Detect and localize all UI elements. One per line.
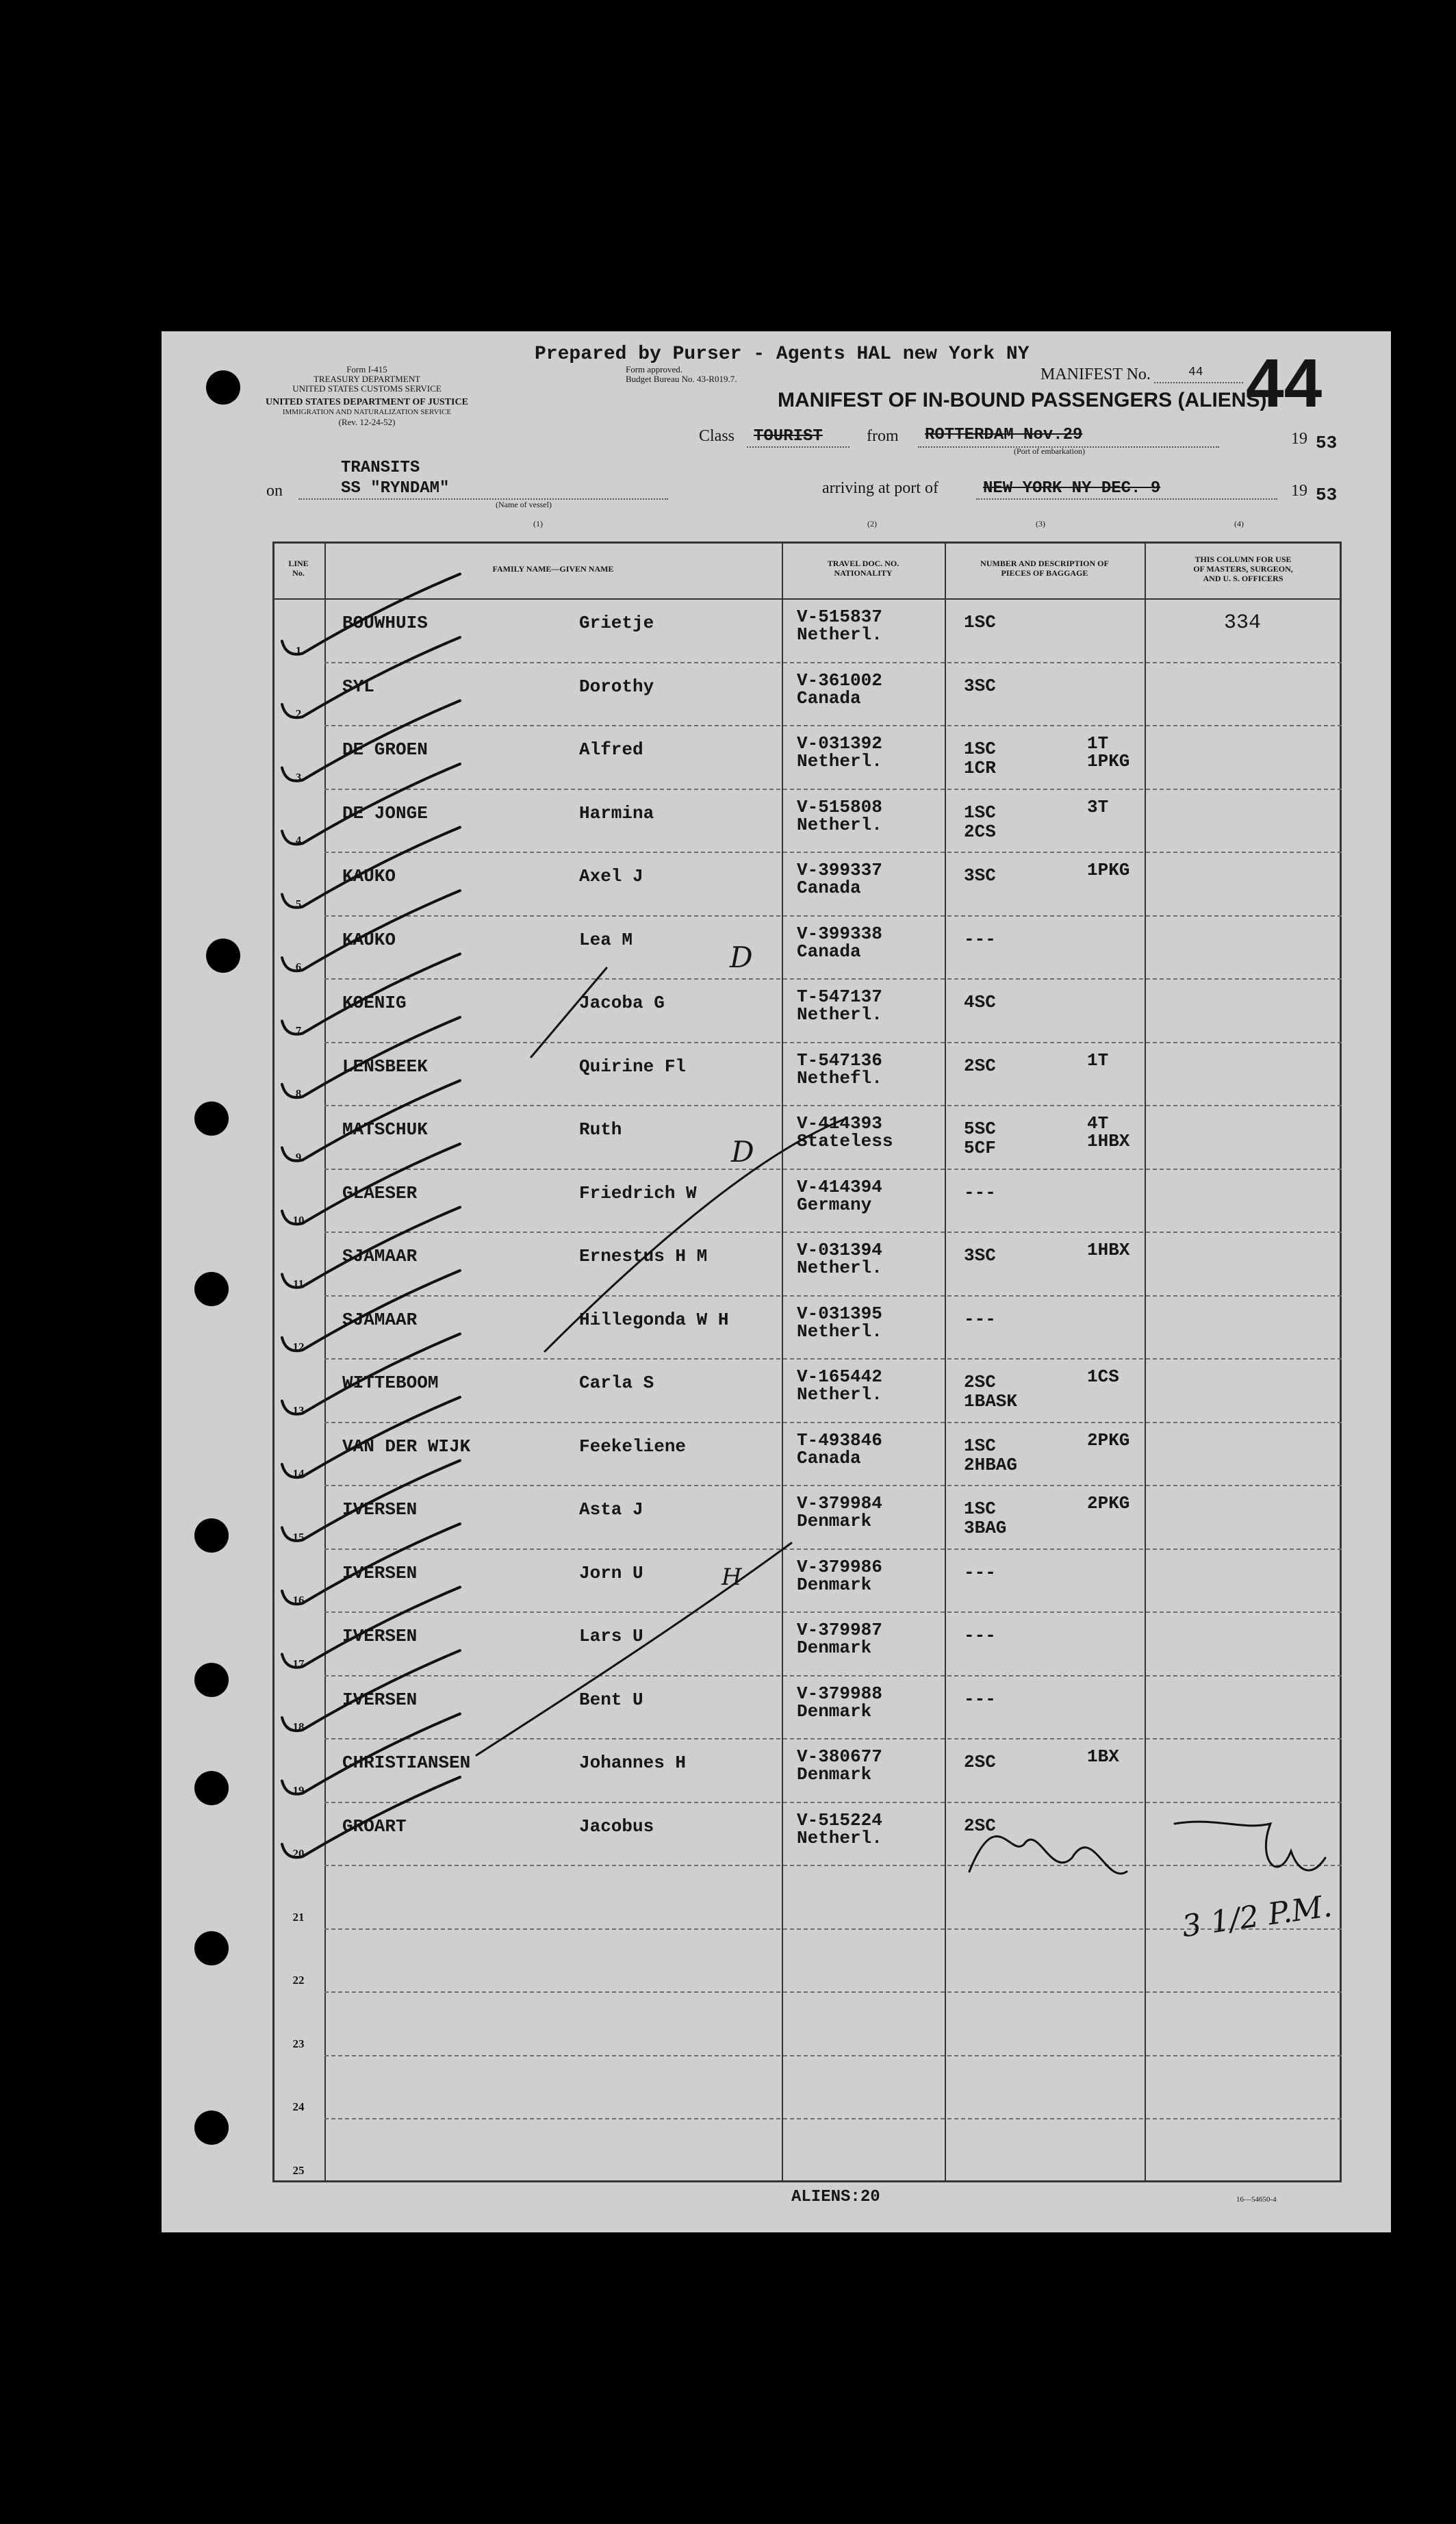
family-name: WITTEBOOM <box>342 1373 439 1393</box>
travel-doc-number: T-547136 <box>797 1049 882 1071</box>
line-number: 7 <box>295 1023 302 1037</box>
handwritten-time: 3 1/2 P.M. <box>1179 1888 1334 1945</box>
baggage-secondary: 1CS <box>1087 1366 1119 1387</box>
given-name: Ruth <box>579 1119 622 1140</box>
travel-doc-number: T-493846 <box>797 1429 882 1451</box>
baggage-secondary: 1PKG <box>1087 860 1130 880</box>
line-number: 2 <box>295 707 302 720</box>
nationality: Netherl. <box>797 1004 882 1025</box>
travel-doc-number: V-379984 <box>797 1493 882 1514</box>
family-name: CHRISTIANSEN <box>342 1752 471 1773</box>
nationality: Netherl. <box>797 1827 882 1848</box>
line-number: 5 <box>295 897 302 910</box>
handwritten-marks <box>162 331 1391 2232</box>
baggage-primary: 3SC <box>964 675 996 696</box>
handwritten-d: D <box>731 1135 754 1169</box>
family-name: VAN DER WIJK <box>342 1436 471 1457</box>
given-name: Jacoba G <box>579 993 665 1013</box>
line-number: 8 <box>295 1087 302 1100</box>
baggage-primary: 1SC <box>964 1499 996 1519</box>
nationality: Denmark <box>797 1574 872 1595</box>
baggage-primary: --- <box>964 1308 996 1329</box>
travel-doc-number: V-515808 <box>797 796 882 817</box>
travel-doc-number: T-547137 <box>797 986 882 1007</box>
baggage-primary-extra: 2HBAG <box>964 1454 1018 1475</box>
manifest-no-label: MANIFEST No. <box>1040 366 1151 383</box>
line-number: 3 <box>295 770 302 784</box>
baggage-primary-extra: 5CF <box>964 1138 996 1158</box>
baggage-primary: --- <box>964 1182 996 1203</box>
baggage-secondary: 2PKG <box>1087 1493 1130 1514</box>
travel-doc-number: V-165442 <box>797 1366 882 1387</box>
given-name: Jorn U <box>579 1562 643 1583</box>
family-name: MATSCHUK <box>342 1119 428 1140</box>
line-number: 20 <box>292 1847 305 1860</box>
baggage-primary: 2SC <box>964 1815 996 1836</box>
baggage-primary: 2SC <box>964 1055 996 1076</box>
baggage-primary-extra: 1BASK <box>964 1391 1018 1412</box>
given-name: Asta J <box>579 1499 643 1520</box>
given-name: Alfred <box>579 739 643 760</box>
port-embarkation-caption: (Port of embarkation) <box>1014 446 1085 456</box>
family-name: GLAESER <box>342 1182 418 1203</box>
nationality: Netherl. <box>797 1258 882 1278</box>
baggage-primary: 3SC <box>964 865 996 886</box>
travel-doc-number: V-515837 <box>797 607 882 627</box>
dept-immigration: IMMIGRATION AND NATURALIZATION SERVICE <box>282 408 452 416</box>
family-name: IVERSEN <box>342 1562 418 1583</box>
travel-doc-number: V-380677 <box>797 1746 882 1767</box>
baggage-primary: 2SC <box>964 1372 996 1392</box>
preparer-line: Prepared by Purser - Agents HAL new York NY <box>535 344 1030 365</box>
class-value: TOURIST <box>754 427 823 446</box>
line-number: 21 <box>292 1910 305 1924</box>
given-name: Feekeliene <box>579 1436 687 1457</box>
aliens-total: ALIENS:20 <box>791 2188 880 2206</box>
handwritten-d: D <box>730 941 753 974</box>
line-number: 22 <box>292 1974 305 1987</box>
year-prefix: 19 <box>1291 430 1307 448</box>
line-number: 23 <box>292 2037 305 2050</box>
family-name: BOUWHUIS <box>342 613 428 633</box>
from-label: from <box>867 427 899 445</box>
nationality: Germany <box>797 1194 872 1215</box>
given-name: Harmina <box>579 802 654 824</box>
vessel-line1: TRANSITS <box>341 459 420 477</box>
header-family-name: FAMILY NAME—GIVEN NAME <box>492 564 614 574</box>
year2-value: 53 <box>1316 485 1338 505</box>
baggage-secondary-extra: 1PKG <box>1087 751 1130 772</box>
given-name: Friedrich W <box>579 1182 697 1203</box>
family-name: SYL <box>342 676 374 697</box>
baggage-primary: 1SC <box>964 739 996 759</box>
signature-scribble <box>1175 1822 1325 1870</box>
line-number: 6 <box>295 960 302 973</box>
manifest-title: MANIFEST OF IN-BOUND PASSENGERS (ALIENS) <box>778 389 1267 411</box>
line-number: 25 <box>292 2163 305 2177</box>
travel-doc-number: V-399338 <box>797 923 882 944</box>
nationality: Netherl. <box>797 814 882 835</box>
given-name: Lea M <box>579 929 633 950</box>
nationality: Denmark <box>797 1764 872 1785</box>
baggage-primary: --- <box>964 1561 996 1583</box>
baggage-secondary: 3T <box>1087 796 1109 817</box>
family-name: KAUKO <box>342 866 396 887</box>
travel-doc-number: V-379986 <box>797 1556 882 1577</box>
baggage-secondary: 1T <box>1087 733 1109 754</box>
baggage-primary-extra: 1CR <box>964 758 996 778</box>
given-name: Dorothy <box>579 676 654 697</box>
line-number: 12 <box>292 1340 305 1353</box>
long-strike <box>545 1119 846 1351</box>
family-name: DE GROEN <box>342 739 428 760</box>
baggage-secondary: 4T <box>1087 1113 1109 1134</box>
travel-doc-number: V-379988 <box>797 1683 882 1704</box>
given-name: Bent U <box>579 1689 643 1710</box>
nationality: Nethefl. <box>797 1067 882 1088</box>
baggage-primary: 2SC <box>964 1752 996 1772</box>
line-number: 15 <box>292 1530 305 1544</box>
given-name: Jacobus <box>579 1815 654 1837</box>
baggage-primary-extra: 2CS <box>964 821 996 842</box>
baggage-secondary: 1BX <box>1087 1746 1119 1767</box>
col-num-2: (2) <box>867 519 877 528</box>
signature-scribble <box>969 1836 1127 1873</box>
given-name: Quirine Fl <box>579 1056 687 1077</box>
arriving-value: NEW YORK NY DEC. 9 <box>983 479 1161 498</box>
nationality: Denmark <box>797 1637 872 1658</box>
travel-doc-number: V-379987 <box>797 1620 882 1640</box>
nationality: Netherl. <box>797 624 882 645</box>
revision: (Rev. 12-24-52) <box>338 417 396 427</box>
family-name: KOENIG <box>342 993 407 1013</box>
nationality: Canada <box>797 941 861 962</box>
long-strike <box>476 1543 791 1755</box>
line-number: 16 <box>292 1594 305 1607</box>
travel-doc-number: V-361002 <box>797 670 882 691</box>
year2-prefix: 19 <box>1291 482 1307 500</box>
nationality: Canada <box>797 1447 861 1468</box>
baggage-primary: --- <box>964 1688 996 1709</box>
manifest-no-stamp: 44 <box>1246 345 1323 422</box>
given-name: Grietje <box>579 613 654 633</box>
given-name: Axel J <box>579 866 643 887</box>
baggage-primary: 1SC <box>964 802 996 823</box>
col-num-1: (1) <box>533 519 543 528</box>
line-number: 11 <box>292 1277 305 1290</box>
manifest-page <box>162 331 1391 2232</box>
handwritten-h: H <box>721 1564 742 1591</box>
family-name: GROART <box>342 1815 407 1837</box>
given-name: Ernestus H M <box>579 1246 708 1266</box>
travel-doc-number: V-031392 <box>797 733 882 754</box>
travel-doc-number: V-414394 <box>797 1176 882 1197</box>
family-name: IVERSEN <box>342 1689 418 1710</box>
line-number: 14 <box>292 1467 305 1480</box>
given-name: Hillegonda W H <box>579 1309 729 1330</box>
dept-treasury: TREASURY DEPARTMENT <box>313 374 421 384</box>
baggage-secondary: 1HBX <box>1087 1240 1130 1260</box>
class-label: Class <box>699 427 735 445</box>
given-name: Johannes H <box>579 1752 687 1773</box>
nationality: Netherl. <box>797 1321 882 1342</box>
baggage-primary: 3SC <box>964 1245 996 1266</box>
vessel-name: SS "RYNDAM" <box>341 479 450 498</box>
given-name: Lars U <box>579 1626 643 1646</box>
baggage-secondary: 2PKG <box>1087 1429 1130 1451</box>
year-value: 53 <box>1316 433 1338 453</box>
officer-note: 334 <box>1224 611 1262 635</box>
family-name: SJAMAAR <box>342 1246 418 1266</box>
line-number: 13 <box>292 1403 305 1417</box>
nationality: Netherl. <box>797 751 882 772</box>
family-name: IVERSEN <box>342 1499 418 1520</box>
from-value: ROTTERDAM Nov.29 <box>925 426 1083 444</box>
baggage-primary: 5SC <box>964 1119 996 1139</box>
baggage-primary: 1SC <box>964 612 996 633</box>
header-baggage: NUMBER AND DESCRIPTION OF PIECES OF BAGGAGE <box>980 559 1109 578</box>
baggage-secondary-extra: 1HBX <box>1087 1131 1130 1151</box>
budget-bureau: Budget Bureau No. 43-R019.7. <box>626 374 737 384</box>
form-code: 16—54650-4 <box>1236 2195 1277 2204</box>
line-number: 9 <box>295 1150 302 1164</box>
baggage-primary: --- <box>964 928 996 949</box>
form-approved: Form approved. <box>626 364 683 374</box>
line-number: 17 <box>292 1657 305 1670</box>
line-number: 4 <box>295 834 302 847</box>
nationality: Canada <box>797 878 861 898</box>
dept-justice: UNITED STATES DEPARTMENT OF JUSTICE <box>266 397 468 407</box>
baggage-primary: 1SC <box>964 1435 996 1456</box>
baggage-primary: 4SC <box>964 992 996 1012</box>
family-name: DE JONGE <box>342 802 428 824</box>
line-number: 1 <box>295 643 302 657</box>
family-name: SJAMAAR <box>342 1309 418 1330</box>
header-officers: THIS COLUMN FOR USE OF MASTERS, SURGEON, AND U. S. OFFICERS <box>1193 554 1293 583</box>
family-name: LENSBEEK <box>342 1056 428 1077</box>
nationality: Canada <box>797 687 861 709</box>
nationality: Stateless <box>797 1131 893 1151</box>
travel-doc-number: V-031395 <box>797 1303 882 1324</box>
dept-customs: UNITED STATES CUSTOMS SERVICE <box>292 383 442 394</box>
arriving-label: arriving at port of <box>822 479 938 497</box>
manifest-no-small: 44 <box>1188 366 1203 379</box>
given-name: Carla S <box>579 1373 654 1393</box>
baggage-primary-extra: 3BAG <box>964 1518 1007 1538</box>
col-num-4: (4) <box>1234 519 1244 528</box>
header-travel-doc: TRAVEL DOC. NO. NATIONALITY <box>827 559 899 578</box>
col-num-3: (3) <box>1036 519 1045 528</box>
travel-doc-number: V-515224 <box>797 1809 882 1831</box>
nationality: Denmark <box>797 1700 872 1722</box>
line-number: 18 <box>292 1720 305 1733</box>
travel-doc-number: V-414393 <box>797 1113 882 1134</box>
family-name: KAUKO <box>342 929 396 950</box>
form-number: Form I-415 <box>346 364 387 374</box>
vessel-caption: (Name of vessel) <box>496 500 552 509</box>
line-number: 24 <box>292 2100 305 2113</box>
line-number: 19 <box>292 1783 305 1797</box>
travel-doc-number: V-399337 <box>797 860 882 880</box>
baggage-primary: --- <box>964 1625 996 1646</box>
header-line-no: LINE No. <box>288 559 309 578</box>
family-name: IVERSEN <box>342 1626 418 1646</box>
travel-doc-number: V-031394 <box>797 1240 882 1260</box>
check-mark <box>282 574 460 654</box>
line-number: 10 <box>292 1214 305 1227</box>
long-strike <box>531 968 606 1057</box>
nationality: Netherl. <box>797 1384 882 1405</box>
on-label: on <box>266 482 283 500</box>
baggage-secondary: 1T <box>1087 1049 1109 1071</box>
nationality: Denmark <box>797 1511 872 1531</box>
